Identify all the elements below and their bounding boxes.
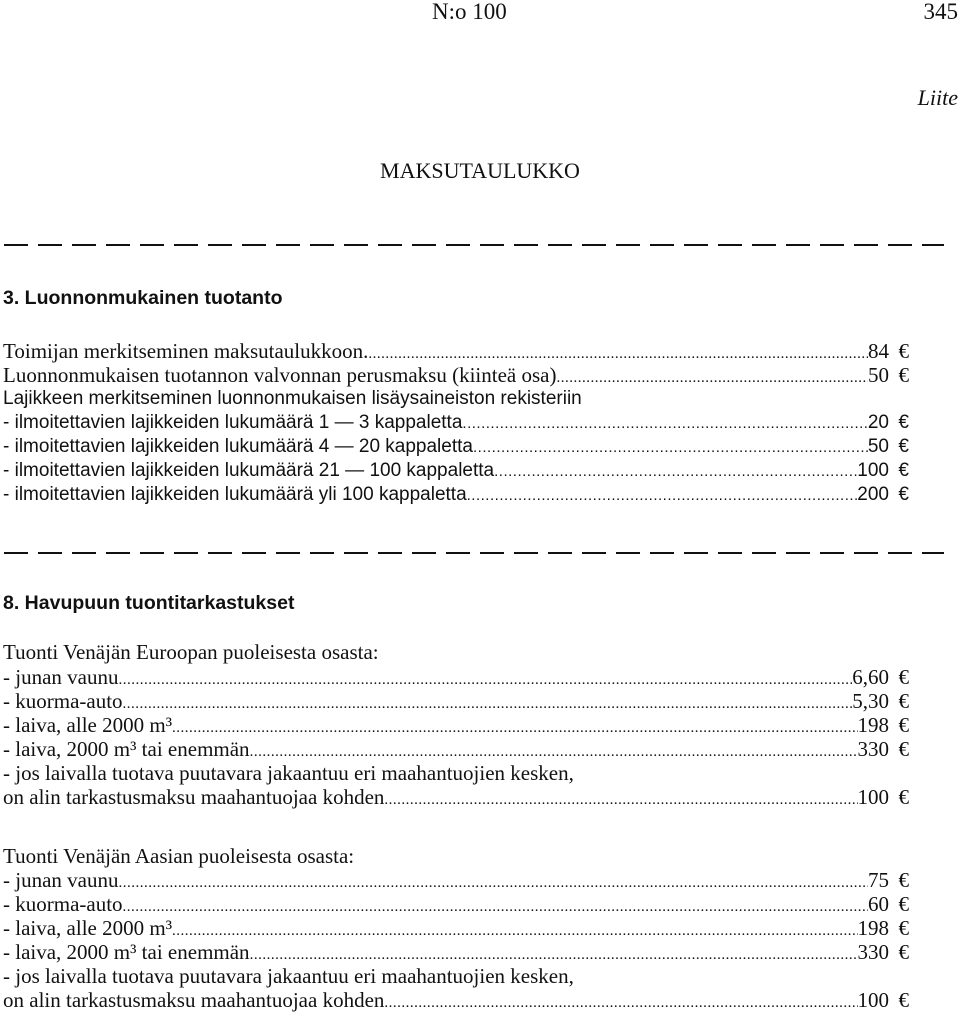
fee-row [3, 713, 909, 737]
fee-value: 330 [857, 940, 889, 964]
fee-row [3, 988, 909, 1012]
fee-list-section-3 [3, 339, 909, 507]
fee-group-label: Lajikkeen merkitseminen luonnonmukaisen lisäysaineiston rekisteriin [3, 388, 582, 409]
fee-value: 100 [857, 785, 889, 809]
euro-sign: € [898, 868, 909, 892]
euro-sign: € [898, 988, 909, 1012]
subsection-title-asia: Tuonti Venäjän Aasian puoleisesta osasta: [3, 844, 355, 868]
euro-sign: € [898, 737, 909, 761]
dot-leader [384, 788, 857, 812]
dot-leader [172, 919, 858, 943]
euro-sign: € [898, 665, 909, 689]
fee-value: 100 [857, 460, 889, 481]
fee-label: - kuorma-auto [3, 892, 123, 916]
fee-note: - jos laivalla tuotava puutavara jakaantuu eri maahantuojien kesken, [3, 964, 574, 988]
fee-label: - laiva, 2000 m³ tai enemmän [3, 940, 250, 964]
fee-row [3, 940, 909, 964]
fee-value: 198 [857, 916, 889, 940]
fee-value: 5,30 [852, 689, 889, 713]
fee-label: - junan vaunu [3, 665, 119, 689]
fee-label: - laiva, 2000 m³ tai enemmän [3, 737, 250, 761]
fee-label: Luonnonmukaisen tuotannon valvonnan perusmaksu (kiinteä osa) [3, 363, 557, 387]
fee-label: - ilmoitettavien lajikkeiden lukumäärä 1 — 3 kappaletta [3, 412, 463, 433]
euro-sign: € [898, 892, 909, 916]
gazette-number: N:o 100 [432, 0, 507, 24]
fee-value: 50 [868, 363, 889, 387]
fee-value: 84 [868, 339, 889, 363]
dashed-divider [4, 552, 944, 554]
fee-list-asia [3, 868, 909, 1012]
fee-label: on alin tarkastusmaksu maahantuojaa kohden [3, 785, 385, 809]
fee-row [3, 339, 909, 363]
dot-leader [473, 436, 868, 460]
fee-value: 200 [857, 484, 889, 505]
fee-label: - ilmoitettavien lajikkeiden lukumäärä yli 100 kappaletta [3, 484, 467, 505]
fee-row [3, 411, 909, 435]
euro-sign: € [898, 940, 909, 964]
fee-value: 6,60 [852, 665, 889, 689]
dot-leader [118, 871, 868, 895]
euro-sign: € [898, 484, 909, 505]
fee-value: 330 [857, 737, 889, 761]
fee-value: 75 [868, 868, 889, 892]
dot-leader [123, 895, 868, 919]
section-heading-8: 8. Havupuun tuontitarkastukset [3, 592, 295, 614]
fee-row [3, 435, 909, 459]
euro-sign: € [898, 713, 909, 737]
euro-sign: € [898, 363, 909, 387]
fee-row [3, 689, 909, 713]
euro-sign: € [898, 436, 909, 457]
fee-row [3, 459, 909, 483]
dot-leader [494, 460, 857, 484]
fee-value: 20 [867, 412, 889, 433]
fee-label: Toimijan merkitseminen maksutaulukkoon. [3, 339, 369, 363]
fee-label: on alin tarkastusmaksu maahantuojaa kohden [3, 988, 385, 1012]
fee-row [3, 483, 909, 507]
dot-leader [118, 668, 852, 692]
dot-leader [467, 484, 858, 508]
fee-row [3, 916, 909, 940]
section-heading-3: 3. Luonnonmukainen tuotanto [3, 287, 283, 309]
fee-value: 100 [857, 988, 889, 1012]
fee-label: - junan vaunu [3, 868, 119, 892]
fee-row [3, 363, 909, 387]
fee-row [3, 737, 909, 761]
fee-note: - jos laivalla tuotava puutavara jakaantuu eri maahantuojien kesken, [3, 761, 574, 785]
euro-sign: € [898, 785, 909, 809]
dot-leader [462, 412, 867, 436]
fee-label: - laiva, alle 2000 m³ [3, 713, 172, 737]
document-title: MAKSUTAULUKKO [380, 158, 580, 183]
fee-row [3, 892, 909, 916]
fee-value: 198 [857, 713, 889, 737]
fee-label: - ilmoitettavien lajikkeiden lukumäärä 4 — 20 kappaletta [3, 436, 473, 457]
fee-row [3, 665, 909, 689]
dot-leader [172, 716, 858, 740]
euro-sign: € [898, 689, 909, 713]
fee-label: - ilmoitettavien lajikkeiden lukumäärä 21 — 100 kappaletta [3, 460, 495, 481]
dot-leader [123, 692, 853, 716]
page-number: 345 [923, 0, 958, 24]
fee-list-europe [3, 665, 909, 809]
appendix-label: Liite [917, 85, 958, 110]
dot-leader [384, 991, 857, 1015]
subsection-title-europe: Tuonti Venäjän Euroopan puoleisesta osasta: [3, 640, 379, 664]
euro-sign: € [898, 339, 909, 363]
fee-row [3, 868, 909, 892]
fee-value: 60 [868, 892, 889, 916]
fee-value: 50 [867, 436, 889, 457]
fee-row [3, 785, 909, 809]
dot-leader [556, 366, 868, 390]
euro-sign: € [898, 412, 909, 433]
dashed-divider [4, 244, 944, 246]
euro-sign: € [898, 916, 909, 940]
fee-label: - laiva, alle 2000 m³ [3, 916, 172, 940]
fee-label: - kuorma-auto [3, 689, 123, 713]
euro-sign: € [898, 460, 909, 481]
